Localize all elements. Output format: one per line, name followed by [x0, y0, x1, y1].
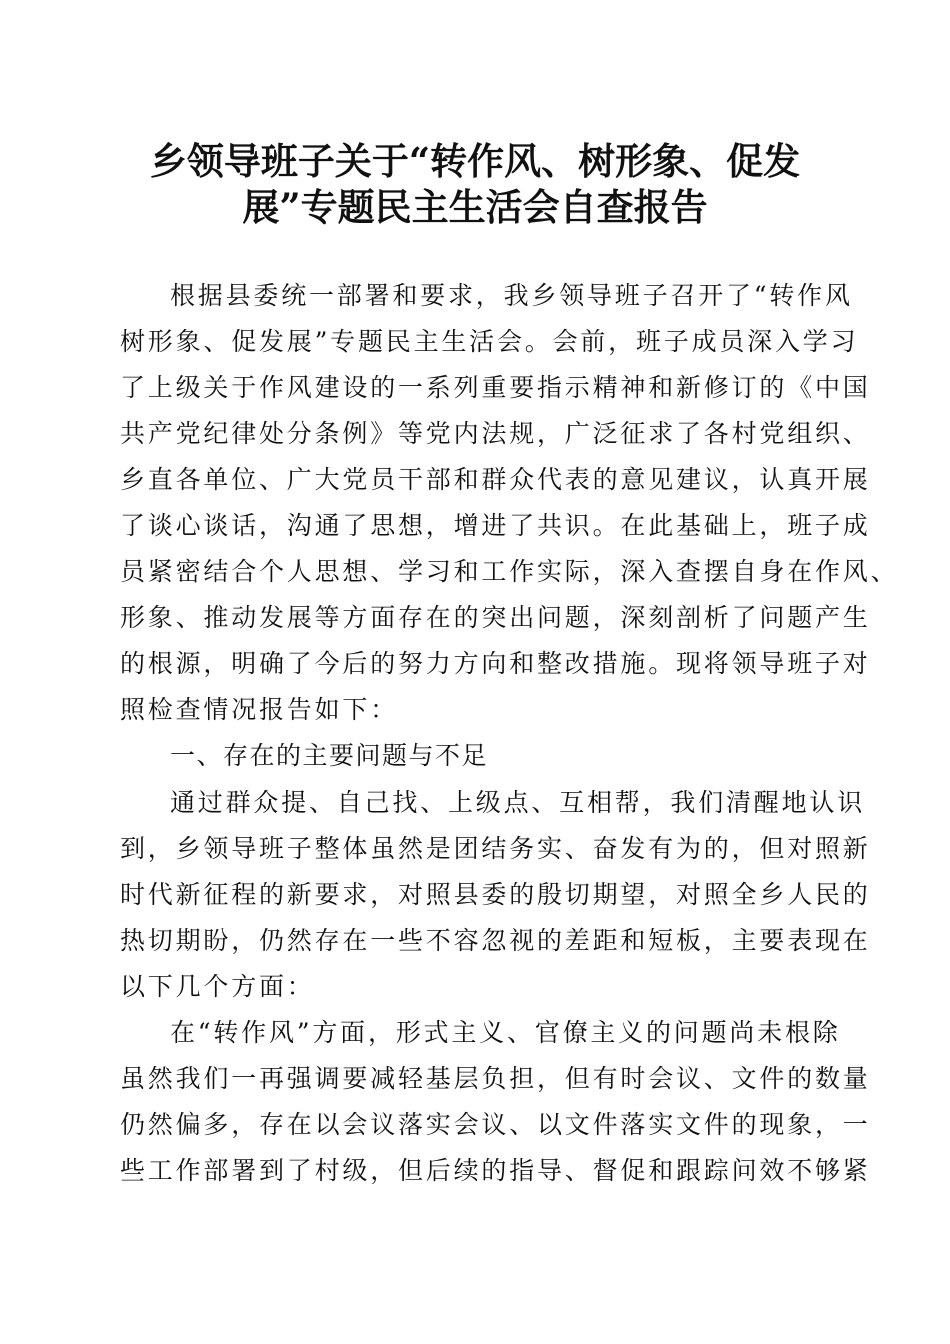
paragraph-2-line: 通过群众提、自己找、上级点、互相帮，我们清醒地认识 — [170, 788, 866, 817]
paragraph-2-line: 以下几个方面： — [120, 972, 315, 1001]
paragraph-3-line: 虽然我们一再强调要减轻基层负担，但有时会议、文件的数量 — [120, 1064, 871, 1093]
paragraph-3-line: 仍然偏多，存在以会议落实会议、以文件落实文件的现象，一 — [120, 1110, 871, 1139]
paragraph-1-line: 乡直各单位、广大党员干部和群众代表的意见建议，认真开展 — [120, 465, 871, 494]
paragraph-1-line: 了上级关于作风建设的一系列重要指示精神和新修订的《中国 — [120, 373, 871, 402]
paragraph-3-line: 些工作部署到了村级，但后续的指导、督促和跟踪问效不够紧 — [120, 1156, 871, 1185]
paragraph-3-line: 在“转作风”方面，形式主义、官僚主义的问题尚未根除 — [170, 1018, 841, 1047]
paragraph-1-line: 形象、推动发展等方面存在的突出问题，深刻剖析了问题产生 — [120, 603, 871, 632]
paragraph-2-line: 时代新征程的新要求，对照县委的殷切期望，对照全乡人民的 — [120, 880, 871, 909]
paragraph-2-line: 热切期盼，仍然存在一些不容忽视的差距和短板，主要表现在 — [120, 926, 871, 955]
paragraph-1-line: 员紧密结合个人思想、学习和工作实际，深入查摆自身在作风、 — [120, 557, 899, 586]
document-title-line-1: 乡领导班子关于“转作风、树形象、促发 — [149, 139, 801, 183]
paragraph-1-line: 共产党纪律处分条例》等党内法规，广泛征求了各村党组织、 — [120, 419, 871, 448]
paragraph-1-line: 照检查情况报告如下： — [120, 695, 399, 724]
paragraph-1-line: 根据县委统一部署和要求，我乡领导班子召开了“转作风 — [170, 281, 853, 310]
paragraph-1-line: 的根源，明确了今后的努力方向和整改措施。现将领导班子对 — [120, 649, 871, 678]
paragraph-1-line: 了谈心谈话，沟通了思想，增进了共识。在此基础上，班子成 — [120, 511, 871, 540]
paragraph-1-line: 树形象、促发展”专题民主生活会。会前，班子成员深入学习 — [120, 327, 859, 356]
section-heading: 一、存在的主要问题与不足 — [170, 741, 489, 770]
document-title-line-2: 展”专题民主生活会自查报告 — [242, 185, 708, 229]
paragraph-2-line: 到，乡领导班子整体虽然是团结务实、奋发有为的，但对照新 — [120, 834, 871, 863]
